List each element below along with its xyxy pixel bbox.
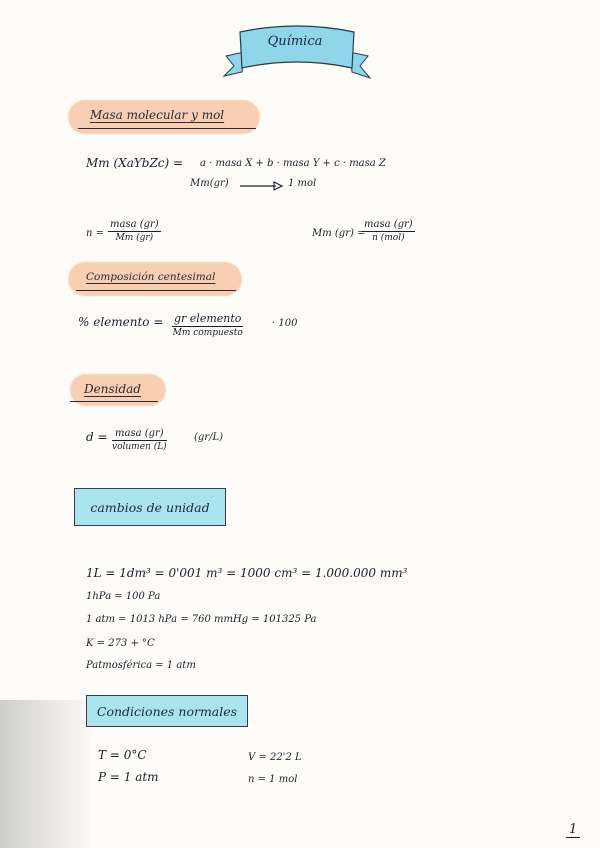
composition-numerator: gr elemento (174, 312, 242, 325)
normal-pressure: P = 1 atm (98, 770, 159, 784)
kelvin-conversion: K = 273 + °C (86, 638, 155, 649)
density-fraction (112, 428, 167, 452)
mm-fraction-denominator: n (mol) (372, 233, 405, 243)
arrow-right-icon (238, 180, 284, 192)
n-fraction (108, 219, 161, 243)
volume-conversions: 1L = 1dm³ = 0'001 m³ = 1000 cm³ = 1.000.000 mm³ (86, 566, 408, 580)
section-heading-masa-molecular: Masa molecular y mol (90, 108, 225, 122)
relation-left: Mm(gr) (190, 178, 229, 189)
section-heading-cambios: cambios de unidad (74, 488, 226, 526)
title-ribbon-icon (222, 22, 372, 84)
density-formula-lhs: d = (86, 430, 108, 444)
heading-underline (78, 128, 256, 129)
page-title: Química (267, 34, 323, 49)
heading-underline (70, 401, 158, 402)
density-denominator: volumen (L) (112, 442, 167, 452)
normal-moles: n = 1 mol (248, 774, 298, 785)
atmospheric-pressure: Patmosférica = 1 atm (86, 660, 196, 671)
molar-mass-formula-rhs: a · masa X + b · masa Y + c · masa Z (200, 158, 386, 169)
atm-conversion: 1 atm = 1013 hPa = 760 mmHg = 101325 Pa (86, 614, 317, 625)
n-fraction-numerator: masa (gr) (110, 219, 159, 230)
composition-fraction (172, 312, 243, 338)
composition-denominator: Mm compuesto (172, 328, 243, 338)
hpa-conversion: 1hPa = 100 Pa (86, 591, 161, 602)
mm-fraction (362, 219, 415, 243)
scan-shadow (0, 700, 90, 848)
page-number: 1 (566, 822, 580, 838)
mm-fraction-numerator: masa (gr) (364, 219, 413, 230)
molar-mass-formula-lhs: Mm (XaYbZc) = (86, 156, 184, 170)
n-formula-lhs: n = (86, 228, 104, 239)
relation-right: 1 mol (288, 178, 317, 189)
n-fraction-denominator: Mm (gr) (115, 233, 154, 243)
density-units: (gr/L) (194, 432, 223, 443)
heading-underline (76, 290, 236, 291)
composition-multiplier: · 100 (272, 318, 298, 329)
section-heading-composicion: Composición centesimal (86, 271, 216, 283)
mm-formula-lhs: Mm (gr) = (312, 228, 366, 239)
density-numerator: masa (gr) (112, 428, 167, 441)
normal-volume: V = 22'2 L (248, 752, 302, 763)
section-heading-condiciones: Condiciones normales (86, 695, 248, 727)
composition-formula-lhs: % elemento = (78, 315, 164, 329)
normal-temperature: T = 0°C (98, 748, 147, 762)
section-heading-densidad: Densidad (84, 382, 141, 396)
